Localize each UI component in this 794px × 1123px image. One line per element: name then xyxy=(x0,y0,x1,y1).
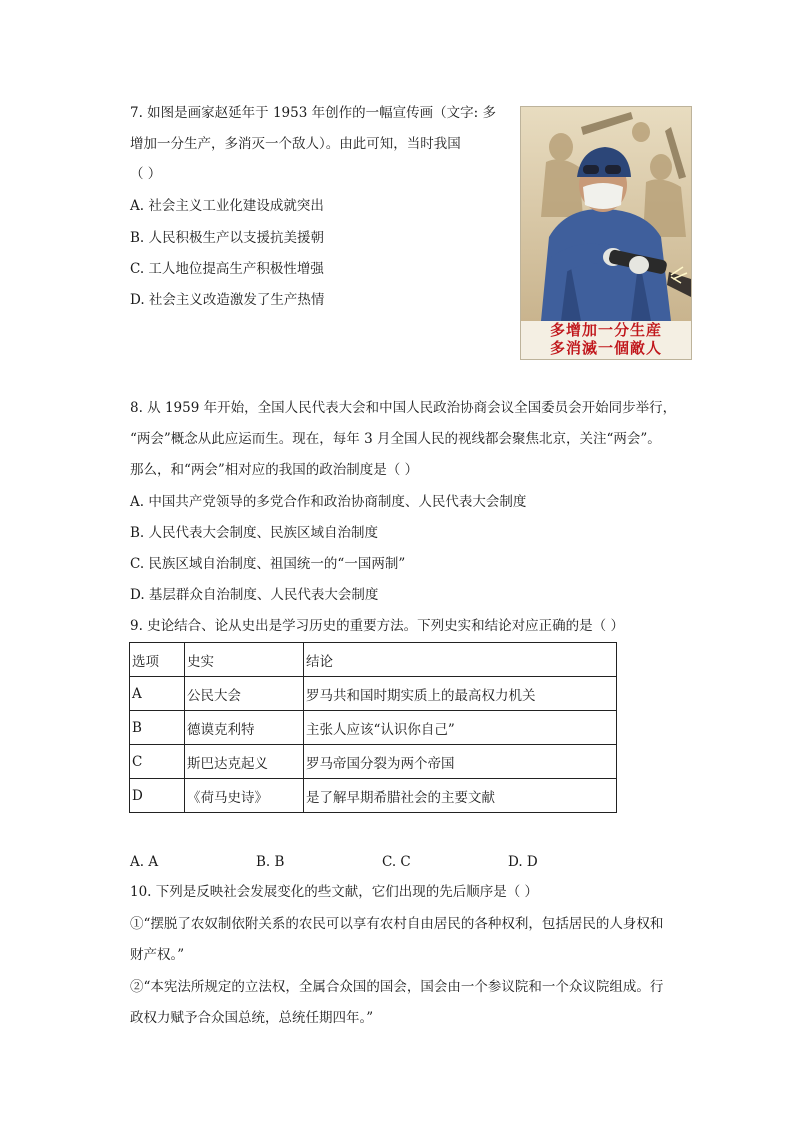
q9-answer-c: C. C xyxy=(382,854,411,870)
q9-answer-a: A. A xyxy=(130,854,159,870)
table-row xyxy=(130,711,617,745)
q10-item2-line1: ②“本宪法所规定的立法权，全属合众国的国会，国会由一个参议院和一个众议院组成。行 xyxy=(130,979,664,995)
q10-item2-line2: 政权力赋予合众国总统，总统任期四年。” xyxy=(130,1010,374,1026)
table-row xyxy=(130,779,617,813)
table-cell: 德谟克利特 xyxy=(185,711,304,745)
q7-option-d: D. 社会主义改造激发了生产热情 xyxy=(130,292,325,308)
q9-stem: 9. 史论结合、论从史出是学习历史的重要方法。下列史实和结论对应正确的是（ ） xyxy=(130,618,624,634)
poster-caption-line1: 多增加一分生産 xyxy=(549,321,662,339)
poster-illustration xyxy=(521,107,691,321)
q8-stem-line3: 那么，和“两会”相对应的我国的政治制度是（ ） xyxy=(130,462,419,478)
q7-option-a: A. 社会主义工业化建设成就突出 xyxy=(130,198,324,214)
propaganda-poster-image xyxy=(520,106,692,360)
table-cell: B xyxy=(130,711,185,745)
q7-option-c: C. 工人地位提高生产积极性增强 xyxy=(130,261,324,277)
poster-caption xyxy=(521,321,691,359)
q8-option-c: C. 民族区域自治制度、祖国统一的“一国两制” xyxy=(130,556,406,572)
table-row xyxy=(130,745,617,779)
q10-item1-line2: 财产权。” xyxy=(130,947,185,963)
q10-stem: 10. 下列是反映社会发展变化的些文献，它们出现的先后顺序是（ ） xyxy=(130,884,539,900)
q7-option-b: B. 人民积极生产以支援抗美援朝 xyxy=(130,230,325,246)
table-header-cell: 史实 xyxy=(185,643,304,677)
table-cell: 是了解早期希腊社会的主要文献 xyxy=(304,779,617,813)
table-header-row xyxy=(130,643,617,677)
table-row xyxy=(130,677,617,711)
q8-option-d: D. 基层群众自治制度、人民代表大会制度 xyxy=(130,587,379,603)
q8-stem-line2: “两会”概念从此应运而生。现在，每年 3 月全国人民的视线都会聚焦北京，关注“两会”。 xyxy=(130,431,661,447)
poster-caption-line2: 多消滅一個敵人 xyxy=(549,339,662,357)
table-cell: 斯巴达克起义 xyxy=(185,745,304,779)
q8-stem-line1: 8. 从 1959 年开始，全国人民代表大会和中国人民政治协商会议全国委员会开始同步举行， xyxy=(130,400,677,416)
table-cell: D xyxy=(130,779,185,813)
q7-stem-line1: 7. 如图是画家赵延年于 1953 年创作的一幅宣传画（文字: 多 xyxy=(130,105,496,121)
table-cell: 《荷马史诗》 xyxy=(185,779,304,813)
q7-answer-blank: （ ） xyxy=(130,166,162,182)
table-header-cell: 结论 xyxy=(304,643,617,677)
table-cell: 罗马帝国分裂为两个帝国 xyxy=(304,745,617,779)
table-header-cell: 选项 xyxy=(130,643,185,677)
table-cell: 罗马共和国时期实质上的最高权力机关 xyxy=(304,677,617,711)
q9-answer-d: D. D xyxy=(508,854,538,870)
table-cell: 公民大会 xyxy=(185,677,304,711)
q10-item1-line1: ①“摆脱了农奴制依附关系的农民可以享有农村自由居民的各种权利，包括居民的人身权和 xyxy=(130,916,664,932)
q8-option-b: B. 人民代表大会制度、民族区域自治制度 xyxy=(130,525,379,541)
q9-answer-b: B. B xyxy=(256,854,285,870)
table-cell: C xyxy=(130,745,185,779)
q9-options-table xyxy=(129,642,617,813)
table-cell: A xyxy=(130,677,185,711)
table-cell: 主张人应该“认识你自己” xyxy=(304,711,617,745)
q8-option-a: A. 中国共产党领导的多党合作和政治协商制度、人民代表大会制度 xyxy=(130,494,527,510)
q7-stem-line2: 增加一分生产，多消灭一个敌人）。由此可知，当时我国 xyxy=(130,136,461,152)
